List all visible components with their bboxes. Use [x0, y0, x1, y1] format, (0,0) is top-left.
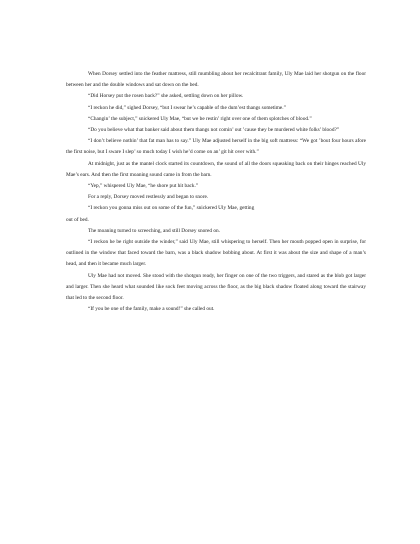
body-text: [66, 69, 366, 315]
paragraph: “Changin’ the subject,” snickered Uly Mae, “but we be restin’ right over one of them splotches of blood.”: [88, 115, 312, 122]
paragraph: At midnight, just as the mantel clock started its countdown, the sound of all the doors squeaking back on their hinges reached Uly Mae’s ears. And then the first moaning sound came in from the barn.: [66, 160, 366, 178]
paragraph: “I reckon you gonna miss out on some of the fun,” snickered Uly Mae, getting: [88, 205, 255, 212]
paragraph: “I reckon he be right outside the winder,” said Uly Mae, still whispering to herself. Then her mouth popped open in surprise, for outlined in the window that faced toward the barn, was a black shadow bobbing about. At first it was about the size and shape of a man’s head, and then it became much larger.: [66, 239, 366, 268]
paragraph: The moaning turned to screeching, and still Dorsey snored on.: [88, 227, 220, 234]
paragraph: “If you be one of the family, make a sound!” she called out.: [88, 306, 215, 313]
paragraph: out of bed.: [66, 216, 89, 223]
paragraph: “I reckon he did,” sighed Dorsey, “but I swear he’s capable of the dum’est thangs sometime.”: [88, 104, 286, 111]
paragraph: For a reply, Dorsey moved restlessly and began to snore.: [88, 194, 209, 201]
paragraph: “Yep,” whispered Uly Mae, “he shore put hit back.”: [88, 183, 199, 190]
paragraph: “I don’t believe nothin’ that fat man has to say.” Uly Mae adjusted herself in the big soft mattress: “We got ’bout four hours afore the first noise, but I sware I slep’ so much today I wish he’d come on an’ git hit over with.”: [66, 138, 366, 156]
paragraph: “Did Horsey put the rosen back?” she asked, settling down on her pillow.: [88, 93, 244, 100]
paragraph: When Dorsey settled into the feather mattress, still mumbling about her recalcitrant family, Uly Mae laid her shotgun on the floor between her and the double windows and sat down on the bed.: [66, 71, 366, 89]
paragraph: “Do you believe what that banker said about them thangs not comin’ out ’cause they be murdered white folks’ blood?”: [88, 127, 340, 134]
paragraph: Uly Mae had not moved. She stood with the shotgun ready, her finger on one of the two triggers, and stared as the blob got larger and larger. Then she heard what sounded like sock feet moving across the floor, as the big black shadow floated along toward the stairway that led to the second floor.: [66, 272, 366, 302]
